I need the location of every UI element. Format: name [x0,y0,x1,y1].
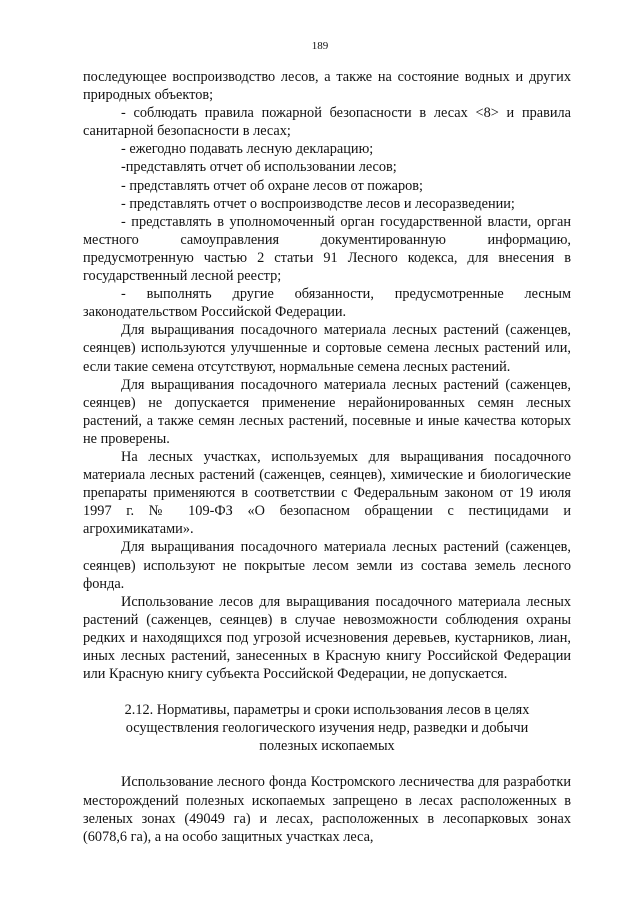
paragraph-mining: Использование лесного фонда Костромского лесничества для разработки месторождений полезных ископаемых запрещено в лесах расположенных в зеленых зонах (49049 га) и лесах, расположенных в лесопарковых зонах (6078,6 га), а на особо защитных участках леса, [83,774,571,845]
list-item-reproduction-report: - представлять отчет о воспроизводстве лесов и лесоразведении; [121,195,515,212]
section-heading-line-2: осуществления геологического изучения недр, разведки и добычи [125,720,529,737]
list-item-information-submission: - представлять в уполномоченный орган государственной власти, орган местного самоуправления документированную информацию, предусмотренную частью 2 статьи 91 Лесного кодекса, для внесения в государственный лесной реестр; [83,213,571,285]
page-number: 189 [311,40,329,52]
section-heading-line-1: 2.12. Нормативы, параметры и сроки использования лесов в целях [124,702,530,719]
paragraph-chemicals: На лесных участках, используемых для выращивания посадочного материала лесных растений (саженцев, сеянцев), химические и биологические препараты применяются в соответствии с Федеральным законом от 19 июля 1997 г. № 109-ФЗ «О безопасном обращении с пестицидами и агрохимикатами». [83,448,571,538]
list-item-fire-protection-report: - представлять отчет об охране лесов от пожаров; [121,177,423,194]
section-heading-line-3: полезных ископаемых [259,738,395,755]
paragraph-lands: Для выращивания посадочного материала лесных растений (саженцев, сеянцев) используют не покрытые лесом земли из состава земель лесного фонда. [83,539,571,592]
list-item-declaration: - ежегодно подавать лесную декларацию; [121,141,374,158]
section-heading [83,701,571,755]
paragraph-seeds: Для выращивания посадочного материала лесных растений (саженцев, сеянцев) используются улучшенные и сортовые семена лесных растений или, если такие семена отсутствуют, нормальные семена лесных растений. [83,322,571,375]
document-body [83,68,571,846]
paragraph-continuation: последующее воспроизводство лесов, а также на состояние водных и других природных объектов; [83,69,571,104]
list-item-usage-report: -представлять отчет об использовании лесов; [121,159,397,176]
list-item-fire-safety: - соблюдать правила пожарной безопасности в лесах <8> и правила санитарной безопасности в лесах; [83,105,571,140]
paragraph-unzoned-seeds: Для выращивания посадочного материала лесных растений (саженцев, сеянцев) не допускается применение нерайонированных семян лесных растений, а также семян лесных растений, посевные и иные качества которых не проверены. [83,376,571,447]
paragraph-red-book: Использование лесов для выращивания посадочного материала лесных растений (саженцев, сеянцев) в случае невозможности соблюдения охраны редких и находящихся под угрозой исчезновения деревьев, кустарников, лиан, иных лесных растений, занесенных в Красную книгу Российской Федерации или Красную книгу субъекта Российской Федерации, не допускается. [83,593,571,683]
list-item-other-duties: - выполнять другие обязанности, предусмотренные лесным законодательством Российской Федерации. [83,286,571,321]
